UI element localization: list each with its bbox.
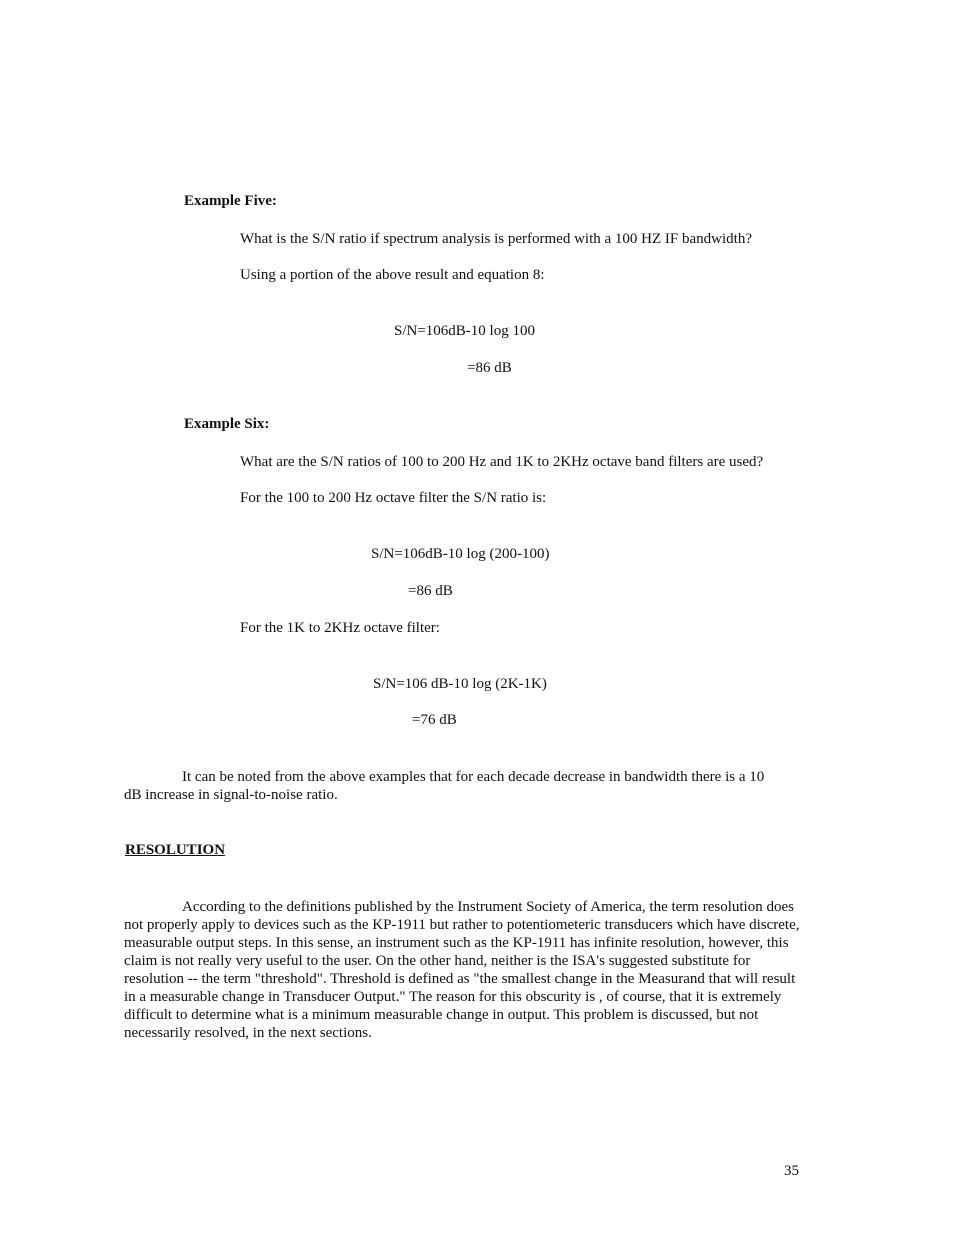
resolution-paragraph: According to the definitions published by the Instrument Society of America, the term resolution does not properly apply to devices such as the KP-1911 but rather to potentiometeric transducers which have discrete, measurable output steps. In this sense, an instrument such as the KP-1911 has infinite resolution, however, this claim is not really very useful to the user. On the other hand, neither is the ISA's suggested substitute for resolution -- the term "threshold". Threshold is defined as "the smallest change in the Measurand that will result in a measurable change in Transducer Output." The reason for this obscurity is , of course, that it is extremely difficult to determine what is a minimum measurable change in output. This problem is discussed, but not necessarily resolved, in the next sections.	[124, 899, 800, 1041]
example-five-heading: Example Five:	[184, 193, 277, 209]
example-six-intro-1: For the 100 to 200 Hz octave filter the S/N ratio is:	[240, 490, 547, 506]
example-five-equation: S/N=106dB-10 log 100	[394, 323, 535, 339]
example-five-result: =86 dB	[467, 360, 512, 376]
conclusion-line-2: dB increase in signal-to-noise ratio.	[124, 787, 338, 803]
example-six-equation-1: S/N=106dB-10 log (200-100)	[371, 546, 550, 562]
page-number: 35	[784, 1163, 799, 1179]
example-six-result-2: =76 dB	[412, 712, 457, 728]
resolution-heading: RESOLUTION	[125, 842, 226, 858]
example-six-question: What are the S/N ratios of 100 to 200 Hz and 1K to 2KHz octave band filters are used?	[240, 454, 764, 470]
example-six-heading: Example Six:	[184, 416, 270, 432]
example-five-question: What is the S/N ratio if spectrum analysis is performed with a 100 HZ IF bandwidth?	[240, 231, 752, 247]
conclusion-line-1: It can be noted from the above examples that for each decade decrease in bandwidth there is a 10	[182, 769, 765, 785]
example-five-intro: Using a portion of the above result and equation 8:	[240, 267, 545, 283]
example-six-intro-2: For the 1K to 2KHz octave filter:	[240, 620, 440, 636]
example-six-equation-2: S/N=106 dB-10 log (2K-1K)	[373, 676, 547, 692]
example-six-result-1: =86 dB	[408, 583, 453, 599]
